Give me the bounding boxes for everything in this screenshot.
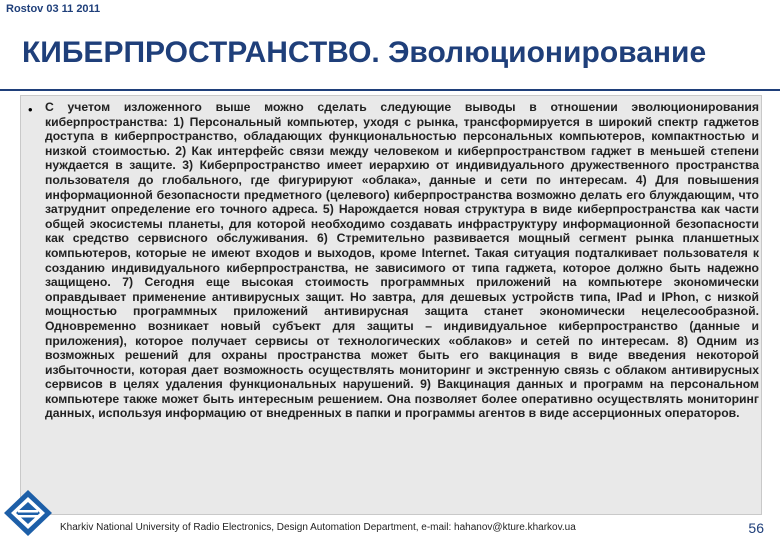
- footer-info: Kharkiv National University of Radio Electronics, Design Automation Department, e-mail: hahanov@kture.kharkov.ua: [60, 522, 576, 533]
- bullet-marker: •: [28, 102, 33, 117]
- page-number: 56: [748, 520, 764, 536]
- body-paragraph: С учетом изложенного выше можно сделать следующие выводы в отношении эволюционирования киберпространства: 1) Персональный компьютер, уходя с рынка, трансформируется в широкий спектр гаджетов доступа в киберпространство, обладающих функциональностью персональных компьютеров, компактностью и низкой стоимостью. 2) Как интерфейс связи между человеком и киберпространством гаджет в меньшей степени нуждается в защите. 3) Киберпространство имеет иерархию от индивидуального дружественного пространства пользователя до глобального, где фигурируют «облака», данные и сети по интересам. 4) Для повышения информационной безопасности предметного (целевого) киберпространства возможно делать его блуждающим, что затруднит определение его точного адреса. 5) Нарождается новая структура в виде киберпространства как части общей экосистемы планеты, для которой необходимо создавать инфраструктуру информационной безопасности как средство сервисного обслуживания. 6) Стремительно развивается мощный сегмент рынка планшетных компьютеров, которые не имеют входов и выходов, кроме Internet. Такая ситуация подталкивает пользователя к созданию индивидуального киберпространства, не зависимого от типа гаджета, которое должно быть надежно защищено. 7) Сегодня еще высокая стоимость программных приложений на компьютере экономически оправдывает применение антивирусных защит. Но завтра, для дешевых устройств типа, IPad и IPhon, с низкой мощностью программных приложений антивирусная защита станет экономически нецелесообразной. Одновременно возникает новый субъект для защиты – индивидуальное киберпространство (данные и приложения), которое получает сервисы от технологических «облаков» и сетей по интересам. 8) Одним из возможных решений для охраны пространства может быть его вакцинация в виде введения некоторой избыточности, которая дает возможность осуществлять мониторинг и экстренную связь с облаком антивирусных сервисов в целях удаления функциональных нарушений. 9) Вакцинация данных и программ на персональном компьютере также может быть интересным решением. Она позволяет более оперативно осуществлять мониторинг данных, используя информацию от внедренных в папки и программы агентов в виде ассерционных операторов.: [45, 100, 759, 421]
- header-date: Rostov 03 11 2011: [6, 3, 101, 15]
- title-divider: [0, 89, 780, 91]
- slide-title: КИБЕРПРОСТРАНСТВО. Эволюционирование: [22, 36, 707, 69]
- university-logo-icon: [0, 486, 56, 540]
